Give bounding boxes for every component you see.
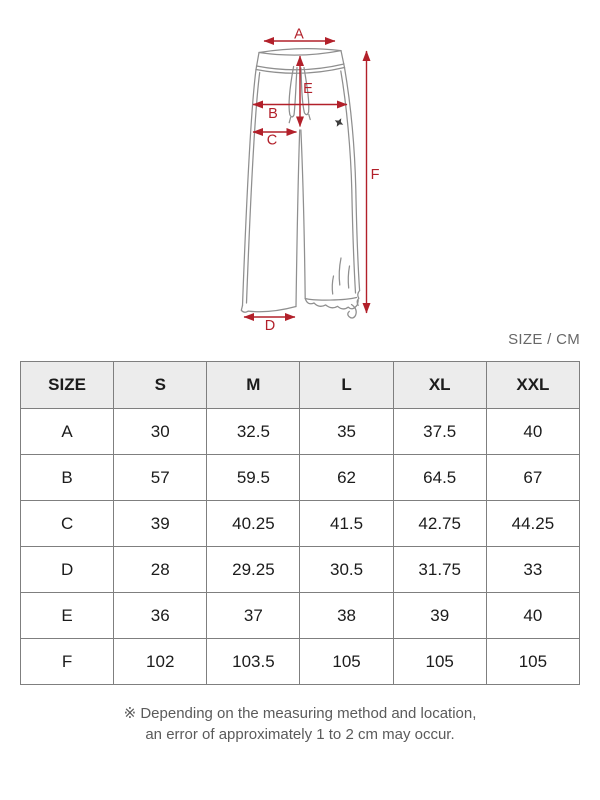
cell: 40 xyxy=(486,593,579,639)
cell: 37.5 xyxy=(393,409,486,455)
measure-label-f: F xyxy=(370,167,380,183)
cell: 64.5 xyxy=(393,455,486,501)
cell: 40 xyxy=(486,409,579,455)
cell: 42.75 xyxy=(393,501,486,547)
cell: 28 xyxy=(114,547,207,593)
cell: 37 xyxy=(207,593,300,639)
row-label: C xyxy=(21,501,114,547)
units-label: SIZE / CM xyxy=(508,331,580,348)
measure-label-e: E xyxy=(303,81,313,97)
table-row xyxy=(21,639,580,685)
footnote-line-1: ※ Depending on the measuring method and location, xyxy=(123,705,477,722)
table-header-row xyxy=(21,362,580,409)
footnote-line-2: an error of approximately 1 to 2 cm may occur. xyxy=(145,726,455,743)
cell: 30 xyxy=(114,409,207,455)
row-label: A xyxy=(21,409,114,455)
column-header-size: SIZE xyxy=(21,362,114,409)
measure-label-c: C xyxy=(266,132,278,149)
cell: 29.25 xyxy=(207,547,300,593)
measurement-footnote xyxy=(0,703,600,745)
cell: 105 xyxy=(393,639,486,685)
table-row xyxy=(21,455,580,501)
cell: 30.5 xyxy=(300,547,393,593)
cell: 105 xyxy=(486,639,579,685)
column-header-xxl: XXL xyxy=(486,362,579,409)
table-row xyxy=(21,501,580,547)
table-row xyxy=(21,593,580,639)
row-label: B xyxy=(21,455,114,501)
cell: 31.75 xyxy=(393,547,486,593)
cell: 40.25 xyxy=(207,501,300,547)
column-header-l: L xyxy=(300,362,393,409)
cell: 32.5 xyxy=(207,409,300,455)
column-header-xl: XL xyxy=(393,362,486,409)
cell: 41.5 xyxy=(300,501,393,547)
table-row xyxy=(21,409,580,455)
cell: 62 xyxy=(300,455,393,501)
size-table xyxy=(20,361,580,685)
cell: 36 xyxy=(114,593,207,639)
column-header-s: S xyxy=(114,362,207,409)
row-label: E xyxy=(21,593,114,639)
cell: 102 xyxy=(114,639,207,685)
row-label: D xyxy=(21,547,114,593)
measure-label-a: A xyxy=(294,26,304,43)
cell: 67 xyxy=(486,455,579,501)
row-label: F xyxy=(21,639,114,685)
cell: 59.5 xyxy=(207,455,300,501)
table-row xyxy=(21,547,580,593)
cell: 39 xyxy=(114,501,207,547)
cell: 105 xyxy=(300,639,393,685)
cell: 39 xyxy=(393,593,486,639)
cell: 57 xyxy=(114,455,207,501)
star-logo-icon xyxy=(333,116,346,129)
column-header-m: M xyxy=(207,362,300,409)
measure-label-b: B xyxy=(268,106,278,122)
cell: 35 xyxy=(300,409,393,455)
cell: 44.25 xyxy=(486,501,579,547)
cell: 38 xyxy=(300,593,393,639)
measure-label-d: D xyxy=(264,318,276,334)
pants-measurement-diagram xyxy=(0,0,600,352)
cell: 103.5 xyxy=(207,639,300,685)
cell: 33 xyxy=(486,547,579,593)
